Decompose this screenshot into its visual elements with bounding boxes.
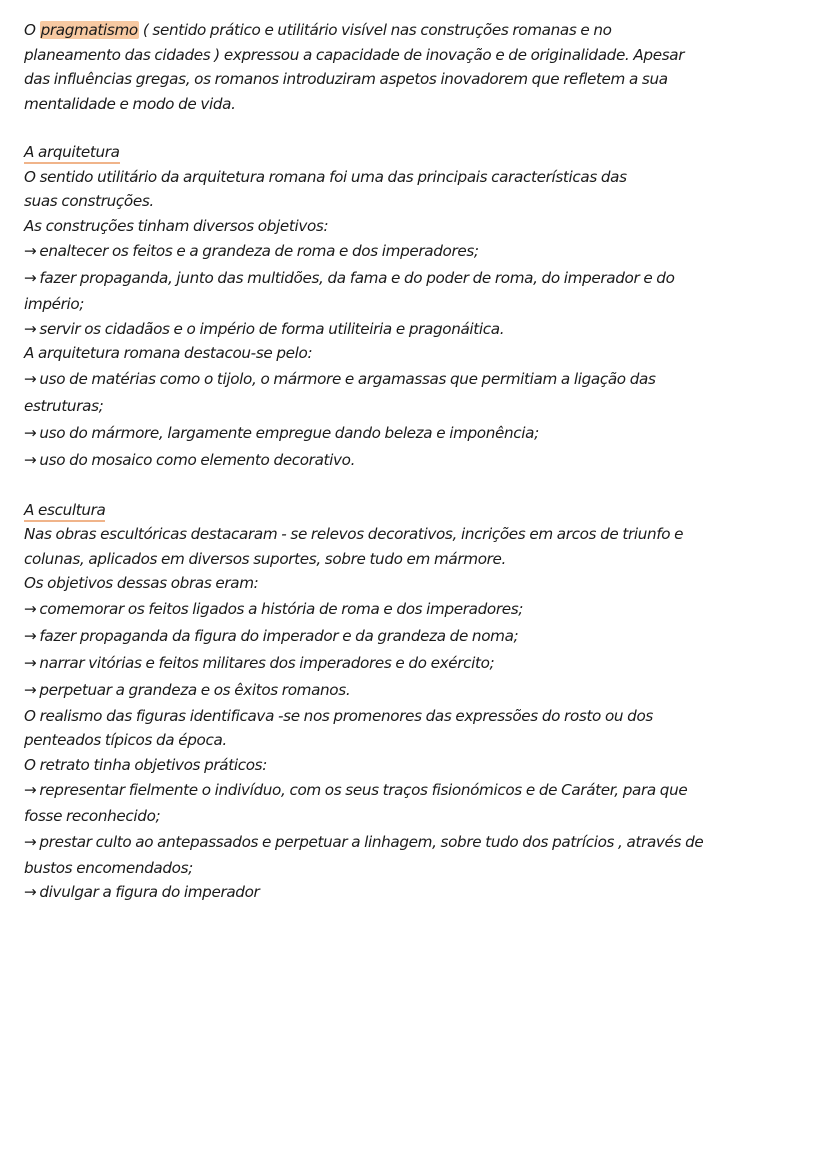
list-item-text: fazer propaganda da figura do imperador e da grandeza de noma; — [39, 626, 519, 645]
list-item — [24, 880, 814, 905]
list-item-text: uso do mármore, largamente empregue dando beleza e imponência; — [39, 423, 539, 442]
list-item — [24, 677, 814, 704]
arrow-icon: → — [24, 680, 37, 699]
arrow-icon: → — [24, 599, 37, 618]
list-item-text: uso do mosaico como elemento decorativo. — [39, 450, 356, 469]
list-item-text: enaltecer os feitos e a grandeza de roma e dos imperadores; — [39, 242, 479, 260]
intro-line: planeamento das cidades ) expressou a capacidade de inovação e de originalidade. Apesar — [24, 45, 685, 64]
paragraph-line: O sentido utilitário da arquitetura romana foi uma das principais características das — [24, 167, 627, 186]
paragraph-line: colunas, aplicados em diversos suportes, sobre tudo em mármore. — [24, 549, 506, 568]
list-intro: A arquitetura romana destacou-se pelo: — [24, 344, 313, 362]
section-arquitetura — [24, 140, 814, 474]
spacer — [24, 116, 814, 140]
list-item — [24, 447, 814, 474]
arrow-icon: → — [24, 423, 37, 442]
list-item-text: representar fielmente o indivíduo, com os seus traços fisionómicos e de Caráter, para que — [39, 781, 688, 799]
arrow-icon: → — [24, 653, 37, 672]
list-intro: O retrato tinha objetivos práticos: — [24, 755, 267, 774]
notes-page — [24, 18, 814, 905]
section-heading: A escultura — [24, 500, 105, 522]
intro-prefix: O — [24, 21, 40, 39]
list-item — [24, 317, 814, 342]
paragraph-line: suas construções. — [24, 192, 154, 210]
list-item-text: prestar culto ao antepassados e perpetuar a linhagem, sobre tudo dos patrícios , através de — [39, 832, 704, 851]
paragraph-line: Nas obras escultóricas destacaram - se relevos decorativos, incrições em arcos de triunfo e — [24, 525, 684, 543]
list-item — [24, 238, 814, 265]
list-item — [24, 420, 814, 447]
intro-paragraph — [24, 18, 814, 116]
paragraph-line: O realismo das figuras identificava -se nos promenores das expressões do rosto ou dos — [24, 706, 653, 725]
intro-line: das influências gregas, os romanos introduziram aspetos inovadorem que refletem a sua — [24, 70, 668, 88]
arrow-icon: → — [24, 450, 37, 469]
list-item — [24, 777, 814, 804]
list-item — [24, 829, 814, 856]
list-item-text: perpetuar a grandeza e os êxitos romanos. — [39, 680, 351, 699]
highlighted-term: pragmatismo — [40, 21, 138, 39]
list-intro: As construções tinham diversos objetivos: — [24, 216, 329, 235]
section-heading: A arquitetura — [24, 142, 120, 164]
arrow-icon: → — [24, 832, 37, 851]
arrow-icon: → — [24, 369, 37, 388]
arrow-icon: → — [24, 319, 37, 338]
list-item-continuation: estruturas; — [24, 396, 104, 415]
list-item — [24, 366, 814, 393]
list-item-text: fazer propaganda, junto das multidões, da fama e do poder de roma, do imperador e do — [39, 269, 675, 287]
intro-line — [24, 18, 814, 43]
list-item-continuation: império; — [24, 295, 85, 313]
arrow-icon: → — [24, 626, 37, 645]
list-item — [24, 596, 814, 623]
arrow-icon: → — [24, 242, 37, 260]
arrow-icon: → — [24, 269, 37, 287]
spacer — [24, 474, 814, 498]
list-item-text: narrar vitórias e feitos militares dos imperadores e do exército; — [39, 653, 495, 672]
list-item-text: divulgar a figura do imperador — [39, 883, 260, 901]
intro-line: mentalidade e modo de vida. — [24, 94, 236, 113]
list-item-text: comemorar os feitos ligados a história de roma e dos imperadores; — [39, 599, 524, 618]
arrow-icon: → — [24, 781, 37, 799]
list-item-continuation: fosse reconhecido; — [24, 807, 161, 825]
arrow-icon: → — [24, 883, 37, 901]
intro-text: ( sentido prático e utilitário visível nas construções romanas e no — [138, 21, 612, 39]
list-item — [24, 650, 814, 677]
list-item-text: servir os cidadãos e o império de forma utiliteiria e pragonáitica. — [39, 319, 505, 338]
list-item — [24, 623, 814, 650]
list-item-text: uso de matérias como o tijolo, o mármore e argamassas que permitiam a ligação das — [39, 369, 656, 388]
list-intro: Os objetivos dessas obras eram: — [24, 574, 259, 592]
list-item-continuation: bustos encomendados; — [24, 858, 193, 877]
paragraph-line: penteados típicos da época. — [24, 731, 227, 749]
list-item — [24, 265, 814, 292]
section-escultura — [24, 498, 814, 905]
